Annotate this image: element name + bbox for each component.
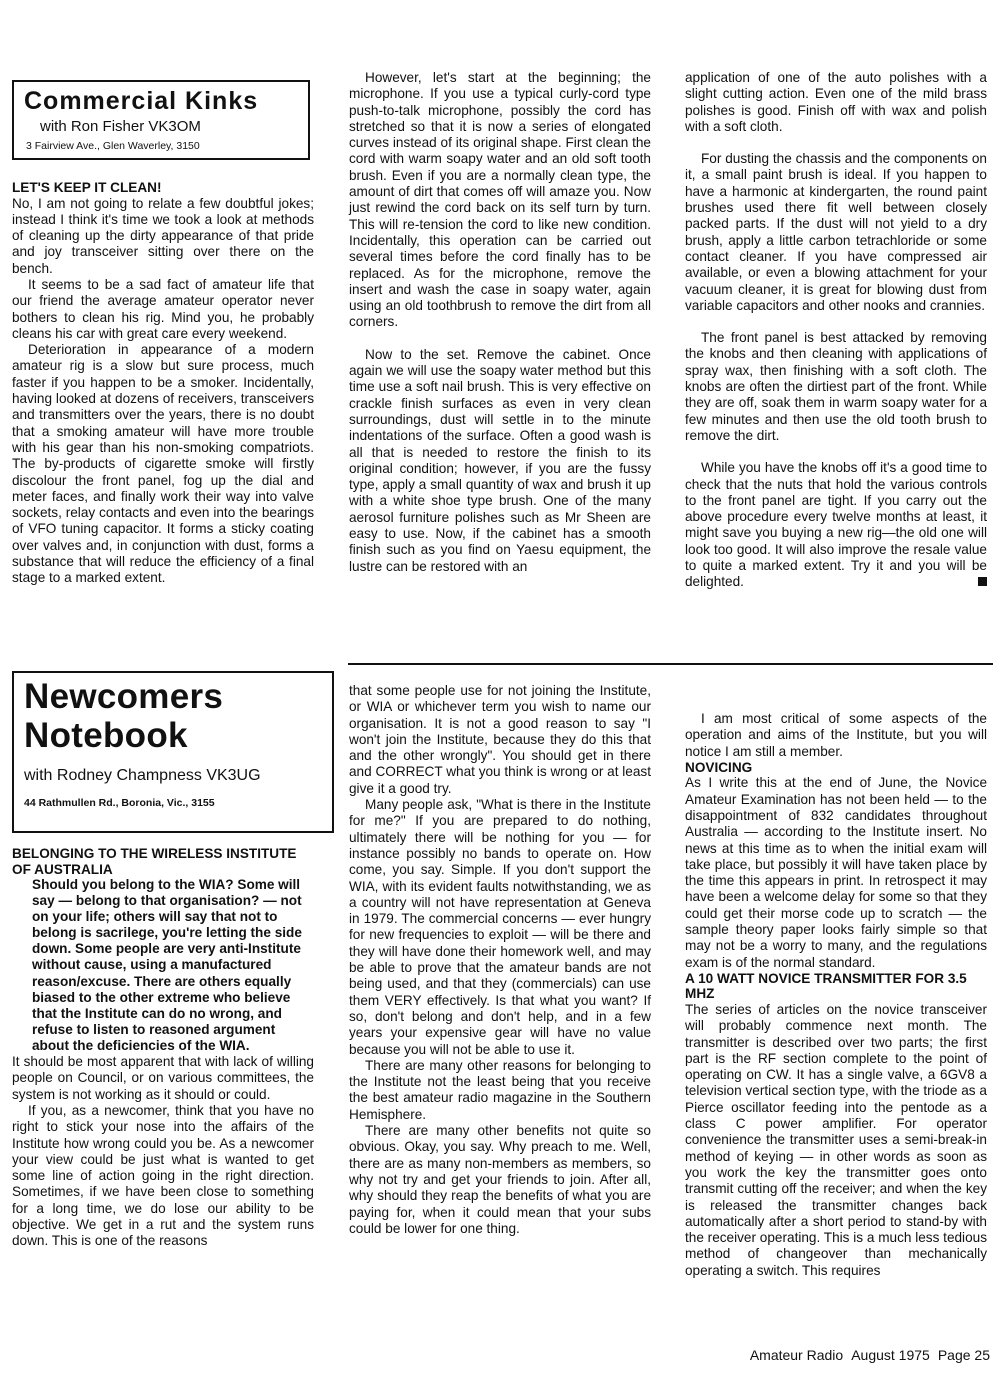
- kinks-column-1: [12, 180, 314, 587]
- issue-date: August 1975: [851, 1347, 930, 1363]
- column-author: with Rodney Champness VK3UG: [24, 767, 261, 784]
- paragraph: There are many other benefits not quite so obvious. Okay, you say. Why preach to me. Well, there are as many non-members as members, so why not try and get your friends to join. After all, why should they reap the benefits of what you are paying for, when it could mean that your subs could be lower for one thing.: [349, 1123, 651, 1236]
- paragraph: I am most critical of some aspects of the operation and aims of the Institute, but you will notice I am still a member.: [685, 711, 987, 759]
- paragraph: For dusting the chassis and the components on it, a small paint brush is ideal. If you happen to have a harmonic at kindergarten, the round paint brushes used there fit well between closely packed parts. If the dust will not yield to a dry brush, apply a little carbon tetrachloride or some contact cleaner. If you have compressed air available, or even a blowing attachment for your vacuum cleaner, it is great for blowing dust from variable capacitors and other nooks and crannies.: [685, 151, 987, 313]
- paragraph: If you, as a newcomer, think that you have no right to stick your nose into the affairs of the Institute how wrong could you be. As a newcomer your view could be just what is wanted to get some line of action going in the right direction. Sometimes, if we have been close to something for a long time, we do lose our ability to be objective. We get in a rut and the system runs down. This is one of the reasons: [12, 1102, 314, 1249]
- subheading-transmitter: A 10 WATT NOVICE TRANSMITTER FOR 3.5 MHZ: [685, 970, 967, 1002]
- paragraph: application of one of the auto polishes with a slight cutting action. Even one of the mild brass polishes is good. Finish off with wax and polish with a soft cloth.: [685, 70, 987, 134]
- section-divider: [348, 663, 993, 665]
- notebook-column-2: [349, 683, 651, 1237]
- notebook-column-3: [685, 711, 987, 1279]
- paragraph: There are many other reasons for belonging to the Institute not the least being that you receive the best amateur radio magazine in the Southern Hemisphere.: [349, 1057, 651, 1122]
- column-author: with Ron Fisher VK3OM: [40, 118, 201, 135]
- kinks-column-2: [349, 70, 651, 575]
- column-address: 44 Rathmullen Rd., Boronia, Vic., 3155: [24, 797, 215, 809]
- paragraph: The series of articles on the novice transceiver will probably commence next month. The transmitter is described over two parts; the first part is the RF section complete to the point of operating on CW. It has a single valve, a 6GV8 a television vertical section type, with the triode as a Pierce oscillator feeding into the pentode as a class C power amplifier. For operator convenience the transmitter uses a semi-break-in method of keying — in other words as soon as you work the key the transmitter goes onto transmit cutting off the receiver; and when the key is released the transmitter changes back automatically after a short period to stand-by with the receiver operating. This is a much less tedious method of changeover than mechanically operating a switch. This requires: [685, 1001, 987, 1278]
- paragraph: Deterioration in appearance of a modern amateur rig is a slow but sure process, much faster if you happen to be a smoker. Incidentally, having looked at dozens of receivers, transceivers and transmitters over the years, there is no doubt that a smoking amateur will have more trouble with his gear than his non-smoking compatriots. The by-products of cigarette smoke will firstly discolour the front panel, fog up the dial and meter faces, and finally work their way into valve sockets, relay contacts and even into the bearings of VFO tuning capacitor. It forms a sticky coating over valves and, in conjunction with dust, forms a substance that will reduce the efficiency of a final stage to a marked extent.: [12, 342, 314, 586]
- column-title-line-1: Newcomers: [24, 677, 224, 716]
- kinks-column-3: [685, 70, 987, 591]
- paragraph: No, I am not going to relate a few doubtful jokes; instead I think it's time we took a look at methods of cleaning up the dirty appearance of that pride and joy transceiver sitting over there on the bench.: [12, 195, 314, 276]
- paragraph-text: While you have the knobs off it's a good time to check that the nuts that hold the various controls to the front panel are tight. If you carry out the above procedure every twelve months at least, it might save you buying a new rig—the old one will look too good. It will also improve the resale value to quite a marked extent. Try it and you will be delighted.: [685, 460, 987, 590]
- magazine-name: Amateur Radio: [749, 1347, 844, 1363]
- lead-paragraph: Should you belong to the WIA? Some will say — belong to that organisation? — not on your life; others will say that not to belong is sacrilege, you're letting the side down. Some people are very anti-Institute without cause, using a manufactured reason/excuse. There are others equally biased to the other extreme who believe that the Institute can do no wrong, and refuse to listen to reasoned argument about the deficiencies of the WIA.: [32, 877, 302, 1053]
- paragraph: Many people ask, "What is there in the Institute for me?" If you are prepared to do nothing, ultimately there will be nothing for you — for instance possibly no bands to operate on. How come, you say. Simple. If you don't support the WIA, with its evident faults notwithstanding, we as a country will not have representation at Geneva in 1979. The commercial concerns — ever hungry for new frequencies to exploit — will be there and they will have done their homework well, and may be able to prove that the amateur bands are not being used, and that they (commercials) can use them VERY effectively. Is that what you want? If so, don't belong and don't help, and in a few years your expensive gear will have no value because you will not be able to use it.: [349, 797, 651, 1057]
- paragraph: It seems to be a sad fact of amateur life that our friend the average amateur operator never bothers to clean his rig. Mind you, he probably cleans his car with great care every weekend.: [12, 276, 314, 341]
- article-heading: LET'S KEEP IT CLEAN!: [12, 180, 162, 195]
- notebook-column-1: [12, 846, 314, 1250]
- column-address: 3 Fairview Ave., Glen Waverley, 3150: [26, 140, 200, 152]
- paragraph: The front panel is best attacked by removing the knobs and then cleaning with applications of spray wax, then finishing with a soft cloth. The knobs are often the dirtiest part of the front. While they are off, soak them in warm soapy water for a few minutes and then use the old tooth brush to remove the dirt.: [685, 330, 987, 443]
- commercial-kinks-title-box: [12, 80, 310, 160]
- column-title: Commercial Kinks: [24, 87, 259, 115]
- subheading-novicing: NOVICING: [685, 759, 753, 775]
- paragraph: As I write this at the end of June, the Novice Amateur Examination has not been held — to the disappointment of 832 candidates throughout Australia — according to the Institute insert. No news at this time as to when the initial exam will take place, but possibly it will have taken place by the time this appears in print. In retrospect it may have been a welcome delay for some so that they could get their morse code up to scratch — the sample theory paper looks fairly simple so that may not be a worry to many, and the regulations exam is of the normal standard.: [685, 775, 987, 970]
- column-title-line-2: Notebook: [24, 716, 188, 755]
- paragraph: Now to the set. Remove the cabinet. Once again we will use the soapy water method but this time use a soft nail brush. This is very effective on crackle finish surfaces as even in very clean surroundings, dust will settle in to the minute indentations of the surface. Often a good wash is all that is needed to restore the finish to its original condition; however, if you are the fussy type, apply a small quantity of wax and brush it up with a white shoe type brush. One of the many aerosol furniture polishes such as Mr Sheen are easy to use. Now, if the cabinet has a smooth finish such as you find on Yaesu equipment, the lustre can be restored with an: [349, 346, 651, 574]
- paragraph: It should be most apparent that with lack of willing people on Council, or on various committees, the system is not working as it should or could.: [12, 1054, 314, 1102]
- page-footer: [600, 1346, 990, 1364]
- page-number: Page 25: [937, 1347, 990, 1363]
- newcomers-notebook-title-box: [12, 671, 334, 833]
- paragraph: that some people use for not joining the Institute, or WIA or whichever term you wish to name our organisation. It is not a good reason to say "I won't join the Institute, because they do this that and the other wrongly". You should get in there and CORRECT what you think is wrong or at least give it a good try.: [349, 683, 651, 796]
- paragraph: However, let's start at the beginning; the microphone. If you use a typical curly-cord type push-to-talk microphone, possibly the cord has stretched so that it is now a series of elongated curves instead of its original shape. First clean the cord with warm soapy water and an old soft tooth brush. Even if you are a normally clean type, the amount of dirt that comes off will amaze you. Now just rewind the cord back on its self turn by turn. This will re-tension the cord to like new condition. Incidentally, this operation can be carried out several times before the cord finally has to be replaced. As for the microphone, remove the insert and wash the case in soapy water, again using an old toothbrush to remove the dirt from all corners.: [349, 70, 651, 330]
- end-mark-icon: [978, 577, 987, 586]
- paragraph-final: [685, 460, 987, 590]
- article-heading: BELONGING TO THE WIRELESS INSTITUTE OF AUSTRALIA: [12, 846, 297, 877]
